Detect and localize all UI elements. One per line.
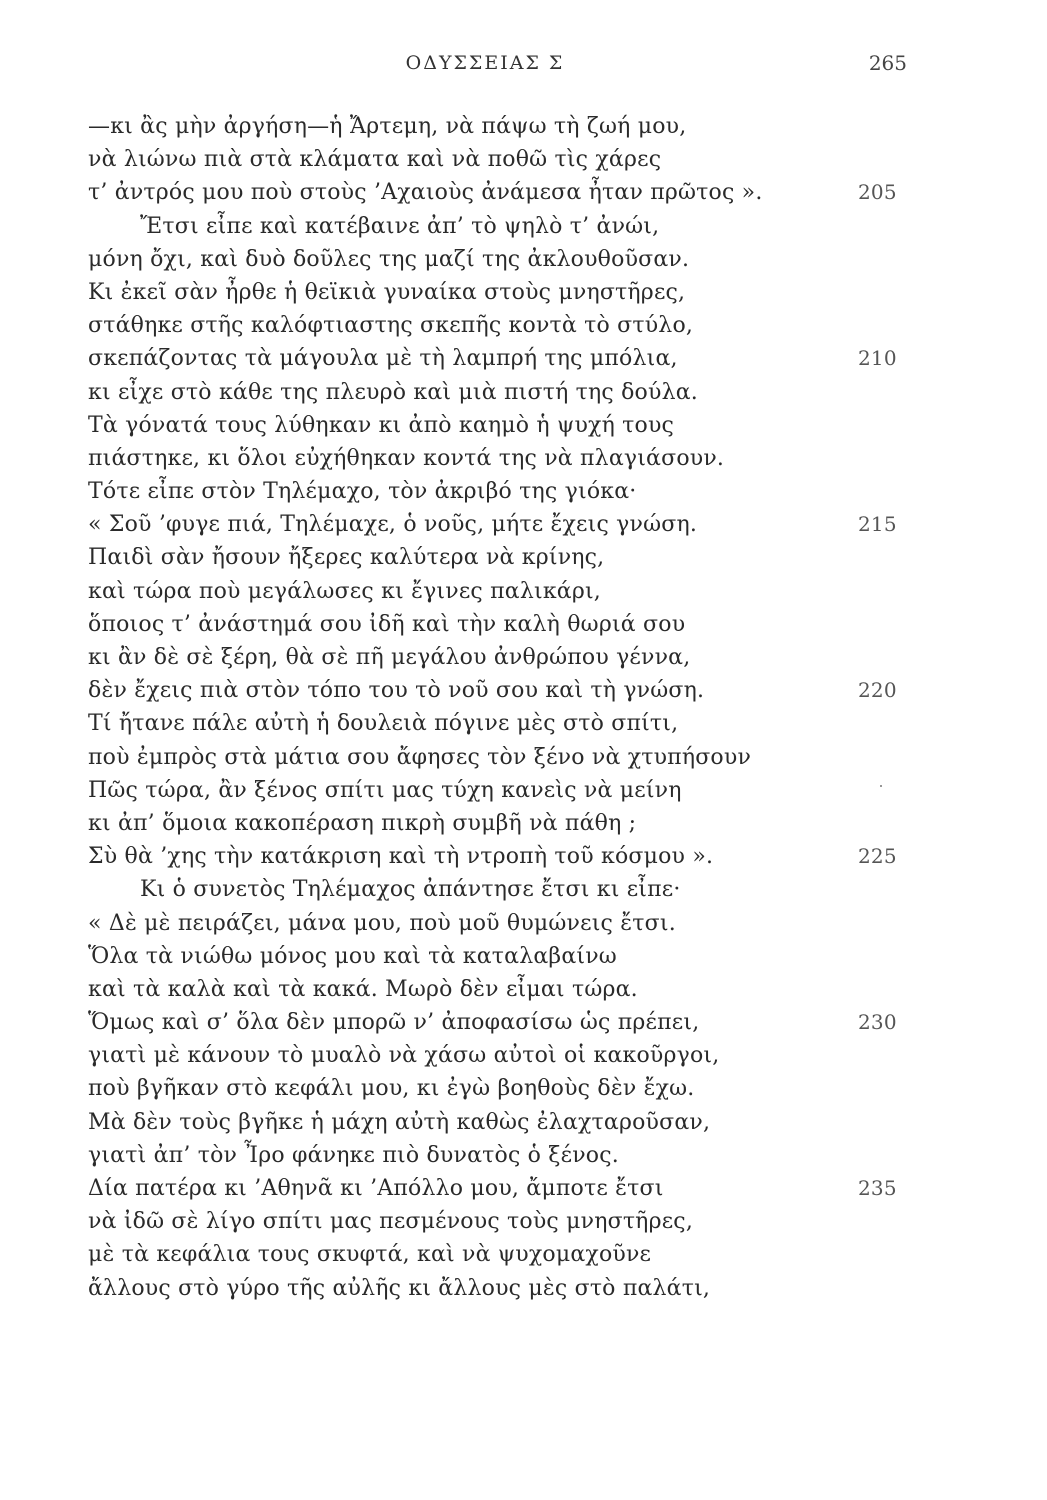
verse-line — [88, 674, 918, 707]
line-number: 230 — [858, 1010, 897, 1035]
verse-text: κι ἀπ’ ὅμοια κακοπέραση πικρὴ συμβῆ νὰ πάθη ; — [88, 810, 637, 836]
verse-line — [88, 376, 918, 409]
verse-text: « Σοῦ ’φυγε πιά, Τηλέμαχε, ὁ νοῦς, μήτε ἔχεις γνώση. — [88, 512, 698, 538]
verse-text: Ὅλα τὰ νιώθω μόνος μου καὶ τὰ καταλαβαίνω — [88, 943, 617, 969]
verse-line — [88, 1272, 918, 1305]
verse-line — [88, 1039, 918, 1072]
line-number: 235 — [858, 1176, 897, 1200]
verse-line — [88, 541, 918, 574]
verse-text: Δία πατέρα κι ’Αθηνᾶ κι ’Απόλλο μου, ἄμποτε ἔτσι — [88, 1176, 664, 1201]
verse-text: δὲν ἔχεις πιὰ στὸν τόπο του τὸ νοῦ σου καὶ τὴ γνώση. — [88, 678, 705, 704]
verse-text: κι εἶχε στὸ κάθε της πλευρὸ καὶ μιὰ πιστή της δούλα. — [88, 379, 698, 405]
line-number: 225 — [858, 844, 897, 869]
verse-line — [88, 840, 918, 873]
verse-text: ποὺ βγῆκαν στὸ κεφάλι μου, κι ἐγὼ βοηθοὺς δὲν ἔχω. — [88, 1076, 695, 1102]
verse-line — [88, 807, 918, 840]
verse-line — [88, 1139, 918, 1172]
verse-text: καὶ τώρα ποὺ μεγάλωσες κι ἔγινες παλικάρι, — [88, 578, 601, 604]
verse-text: Τὰ γόνατά τους λύθηκαν κι ἀπὸ καημὸ ἡ ψυχή τους — [88, 412, 675, 438]
verse-line — [88, 873, 918, 906]
verse-line — [88, 1172, 918, 1205]
verse-text: πιάστηκε, κι ὅλοι εὐχήθηκαν κοντά της νὰ πλαγιάσουν. — [88, 445, 725, 471]
verse-line — [88, 475, 918, 508]
page-number: 265 — [868, 51, 907, 75]
verse-line — [88, 707, 918, 740]
line-number: 215 — [858, 512, 897, 537]
verse-text: —κι ἂς μὴν ἀργήση—ἡ Ἄρτεμη, νὰ πάψω τὴ ζωή μου, — [88, 114, 687, 139]
verse-line — [88, 1205, 918, 1238]
verse-text: ποὺ ἐμπρὸς στὰ μάτια σου ἄφησες τὸν ξένο νὰ χτυπήσουν — [88, 744, 752, 770]
verse-text: γιατὶ μὲ κάνουν τὸ μυαλὸ νὰ χάσω αὐτοὶ οἱ κακοῦργοι, — [88, 1043, 720, 1069]
verse-line — [88, 243, 918, 276]
verse-text: νὰ λιώνω πιὰ στὰ κλάματα καὶ νὰ ποθῶ τὶς χάρες — [88, 147, 662, 173]
verse-line — [88, 608, 918, 641]
verse-line — [88, 907, 918, 940]
verse-text: Μὰ δὲν τοὺς βγῆκε ἡ μάχη αὐτὴ καθὼς ἐλαχταροῦσαν, — [88, 1109, 711, 1135]
verse-text: ὅποιος τ’ ἀνάστημά σου ἰδῆ καὶ τὴν καλὴ θωριά σου — [88, 611, 686, 637]
verse-line — [88, 110, 918, 143]
verse-line — [88, 309, 918, 342]
verse-text: σκεπάζοντας τὰ μάγουλα μὲ τὴ λαμπρή της μπόλια, — [88, 346, 678, 372]
paper-speck — [880, 785, 882, 787]
verse-text: Κι ἐκεῖ σὰν ἦρθε ἡ θεϊκιὰ γυναίκα στοὺς μνηστῆρες, — [88, 279, 686, 305]
verse-line — [88, 342, 918, 375]
verse-text: Ὅμως καὶ σ’ ὅλα δὲν μπορῶ ν’ ἀποφασίσω ὡς πρέπει, — [88, 1010, 700, 1036]
verse-text: ἄλλους στὸ γύρο τῆς αὐλῆς κι ἄλλους μὲς στὸ παλάτι, — [88, 1275, 711, 1301]
verse-line — [88, 276, 918, 309]
line-number: 205 — [858, 180, 897, 205]
verse-text: Παιδὶ σὰν ἤσουν ἤξερες καλύτερα νὰ κρίνης, — [88, 545, 605, 571]
verse-line — [88, 973, 918, 1006]
verse-text: τ’ ἀντρός μου ποὺ στοὺς ’Αχαιοὺς ἀνάμεσα ἦταν πρῶτος ». — [88, 180, 763, 206]
running-title: ΟΔΥΣΣΕΙΑΣ Σ — [405, 52, 565, 74]
verse-text: στάθηκε στῆς καλόφτιαστης σκεπῆς κοντὰ τὸ στύλο, — [88, 313, 694, 339]
verse-text: μὲ τὰ κεφάλια τους σκυφτά, καὶ νὰ ψυχομαχοῦνε — [88, 1242, 652, 1268]
verse-line — [88, 1072, 918, 1105]
verse-line — [88, 409, 918, 442]
verse-line — [88, 575, 918, 608]
verse-block — [88, 110, 918, 1305]
line-number: 210 — [858, 346, 897, 371]
verse-text: μόνη ὄχι, καὶ δυὸ δοῦλες της μαζί της ἀκλουθοῦσαν. — [88, 246, 690, 272]
verse-text: κι ἂν δὲ σὲ ξέρη, θὰ σὲ πῆ μεγάλου ἀνθρώπου γέννα, — [88, 645, 691, 670]
verse-text: Σὺ θὰ ’χης τὴν κατάκριση καὶ τὴ ντροπὴ τοῦ κόσμου ». — [88, 844, 714, 870]
verse-line — [88, 741, 918, 774]
verse-text: γιατὶ ἀπ’ τὸν Ἶρο φάνηκε πιὸ δυνατὸς ὁ ξένος. — [88, 1142, 619, 1168]
verse-line — [88, 143, 918, 176]
verse-line — [88, 176, 918, 209]
verse-line — [88, 940, 918, 973]
verse-line — [88, 1238, 918, 1271]
verse-text: Πῶς τώρα, ἂν ξένος σπίτι μας τύχη κανεὶς νὰ μείνη — [88, 777, 682, 803]
verse-text: « Δὲ μὲ πειράζει, μάνα μου, ποὺ μοῦ θυμώνεις ἔτσι. — [88, 910, 676, 936]
verse-line — [88, 1106, 918, 1139]
line-number: 220 — [858, 678, 897, 703]
verse-text: Ἔτσι εἶπε καὶ κατέβαινε ἀπ’ τὸ ψηλὸ τ’ ἀνώι, — [140, 213, 660, 239]
verse-text: καὶ τὰ καλὰ καὶ τὰ κακά. Μωρὸ δὲν εἶμαι τώρα. — [88, 976, 638, 1002]
verse-line — [88, 641, 918, 674]
running-head — [0, 48, 1047, 78]
verse-text: Τί ἤτανε πάλε αὐτὴ ἡ δουλειὰ πόγινε μὲς στὸ σπίτι, — [88, 711, 679, 737]
verse-text: Τότε εἶπε στὸν Τηλέμαχο, τὸν ἀκριβό της γιόκα· — [88, 479, 637, 505]
verse-text: Κι ὁ συνετὸς Τηλέμαχος ἀπάντησε ἔτσι κι εἶπε· — [140, 877, 681, 903]
verse-line — [88, 210, 918, 243]
verse-line — [88, 774, 918, 807]
verse-line — [88, 442, 918, 475]
verse-line — [88, 508, 918, 541]
verse-text: νὰ ἰδῶ σὲ λίγο σπίτι μας πεσμένους τοὺς μνηστῆρες, — [88, 1209, 694, 1235]
verse-line — [88, 1006, 918, 1039]
